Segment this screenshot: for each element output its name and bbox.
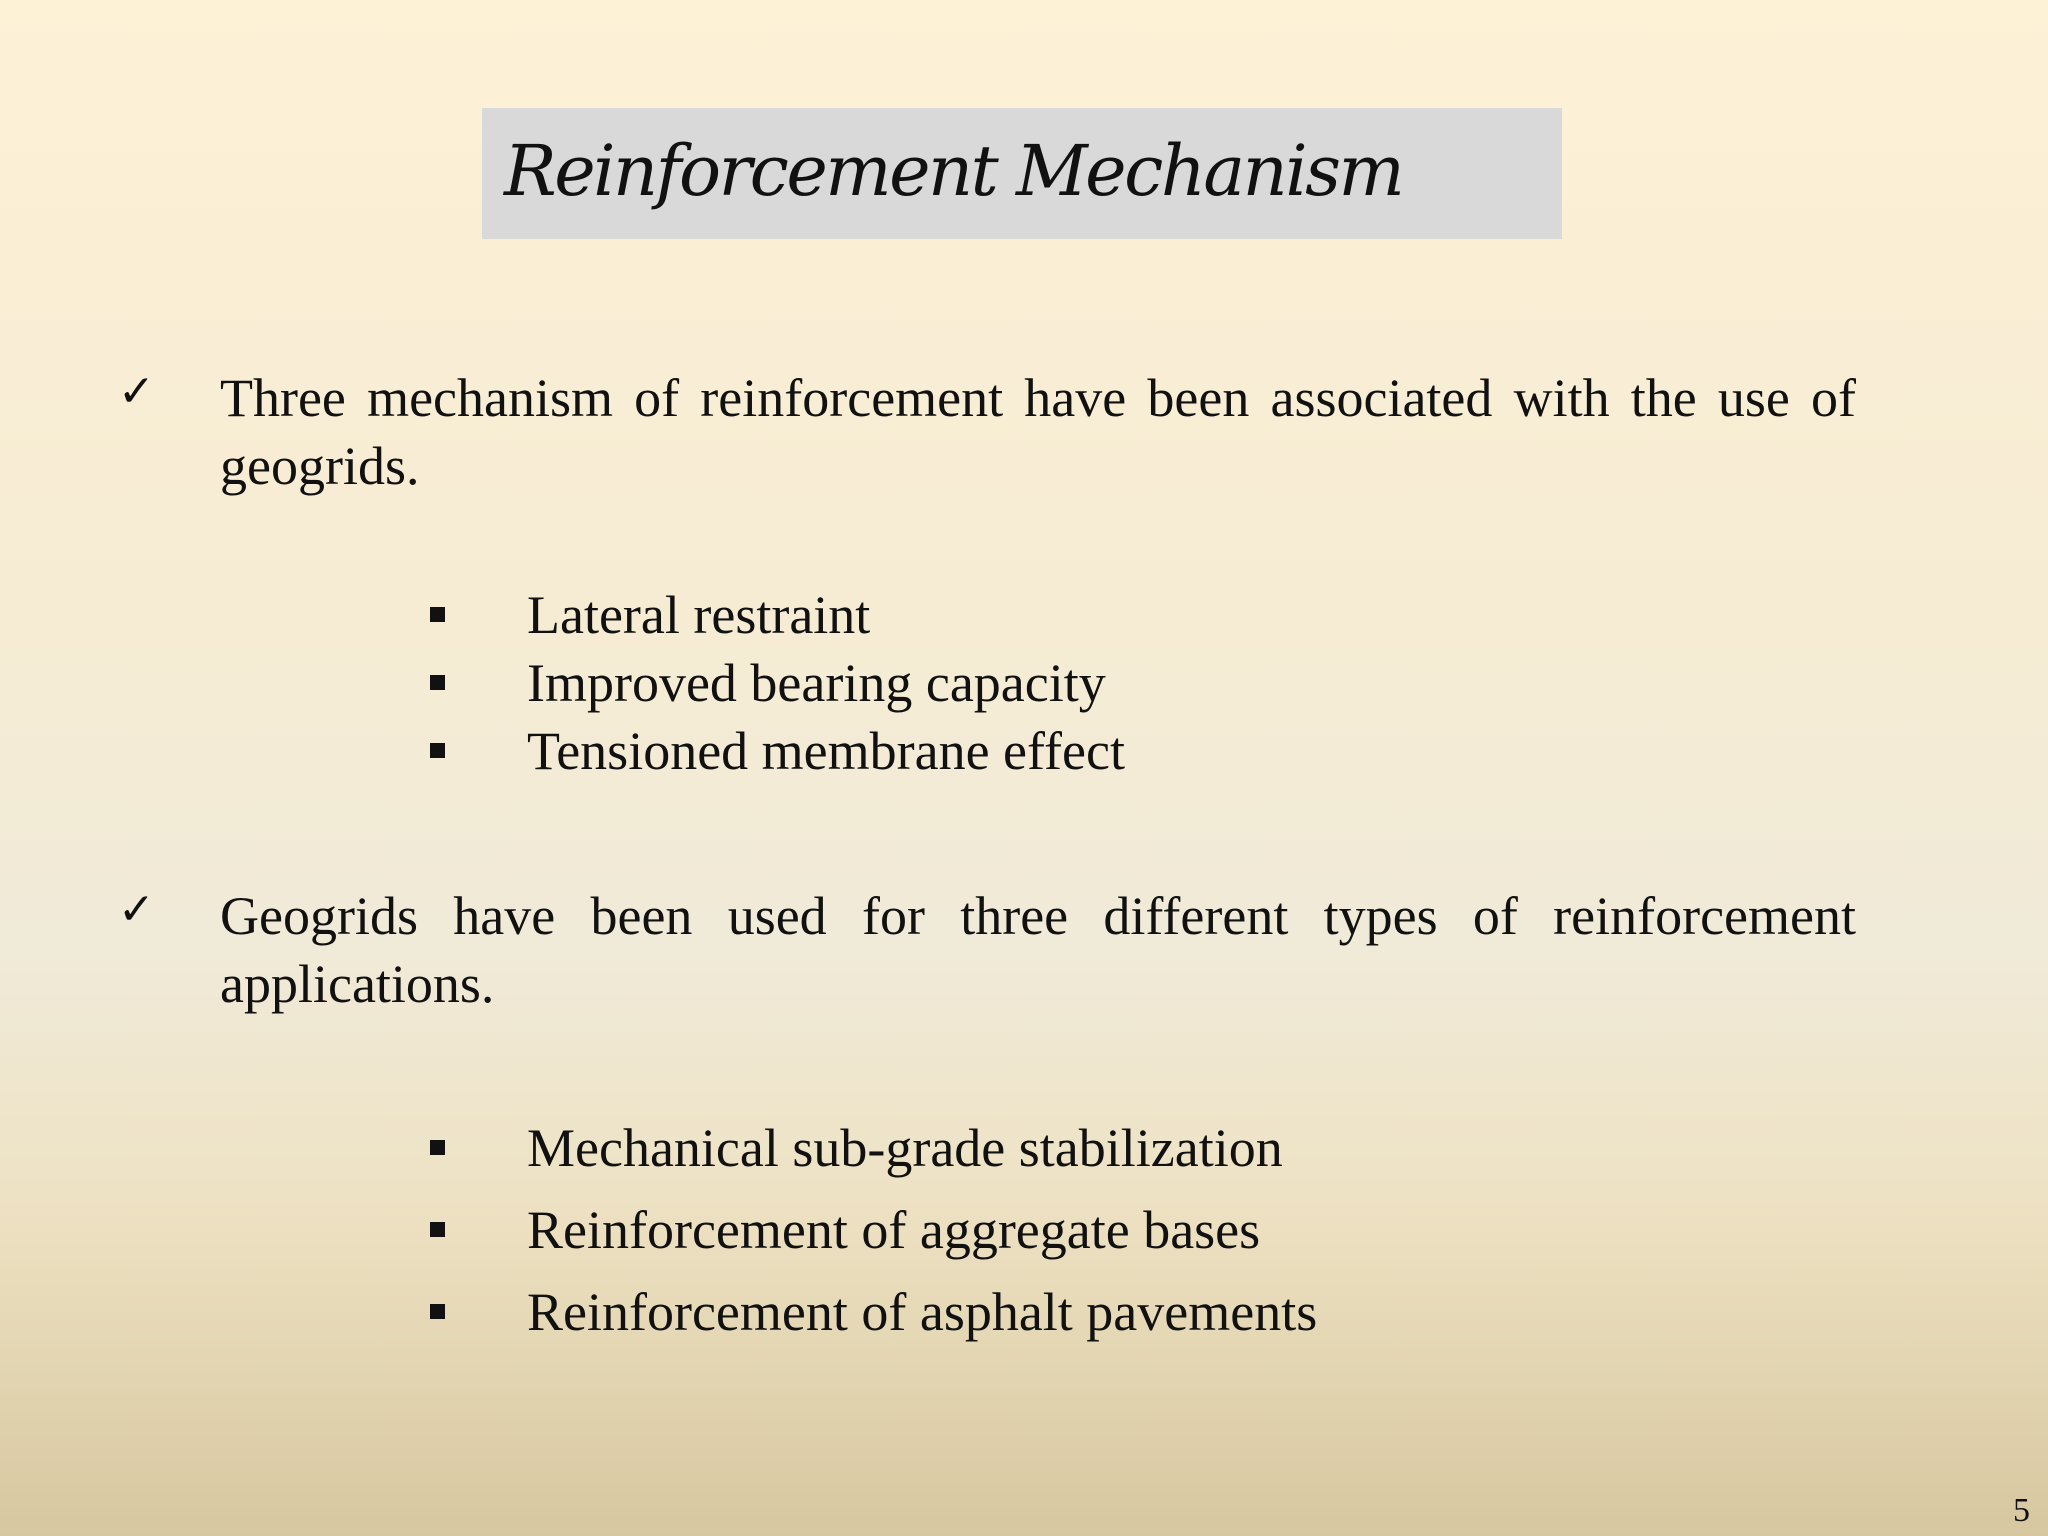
square-bullet-icon <box>430 1222 445 1237</box>
square-bullet-icon <box>430 1304 445 1319</box>
bullet-text: Reinforcement of aggregate bases <box>527 1200 1261 1260</box>
bullet-text: Reinforcement of asphalt pavements <box>527 1282 1318 1342</box>
square-bullet-icon <box>430 607 445 622</box>
section-1-text: Three mechanism of reinforcement have been associated with the use of geogrids. <box>220 368 1856 496</box>
bullet-text: Tensioned membrane effect <box>527 721 1125 781</box>
section-2-text: Geogrids have been used for three different types of reinforcement applications. <box>220 886 1856 1014</box>
bullet-text: Lateral restraint <box>527 585 871 645</box>
bullet-text: Mechanical sub-grade stabilization <box>527 1118 1283 1178</box>
page-number: 5 <box>2013 1492 2030 1529</box>
square-bullet-icon <box>430 743 445 758</box>
bullet-text: Improved bearing capacity <box>527 653 1106 713</box>
square-bullet-icon <box>430 1140 445 1155</box>
title-box <box>482 108 1562 239</box>
checkmark-icon: ✓ <box>118 884 155 935</box>
checkmark-icon: ✓ <box>118 366 155 417</box>
slide-title: Reinforcement Mechanism <box>504 130 1403 212</box>
square-bullet-icon <box>430 675 445 690</box>
